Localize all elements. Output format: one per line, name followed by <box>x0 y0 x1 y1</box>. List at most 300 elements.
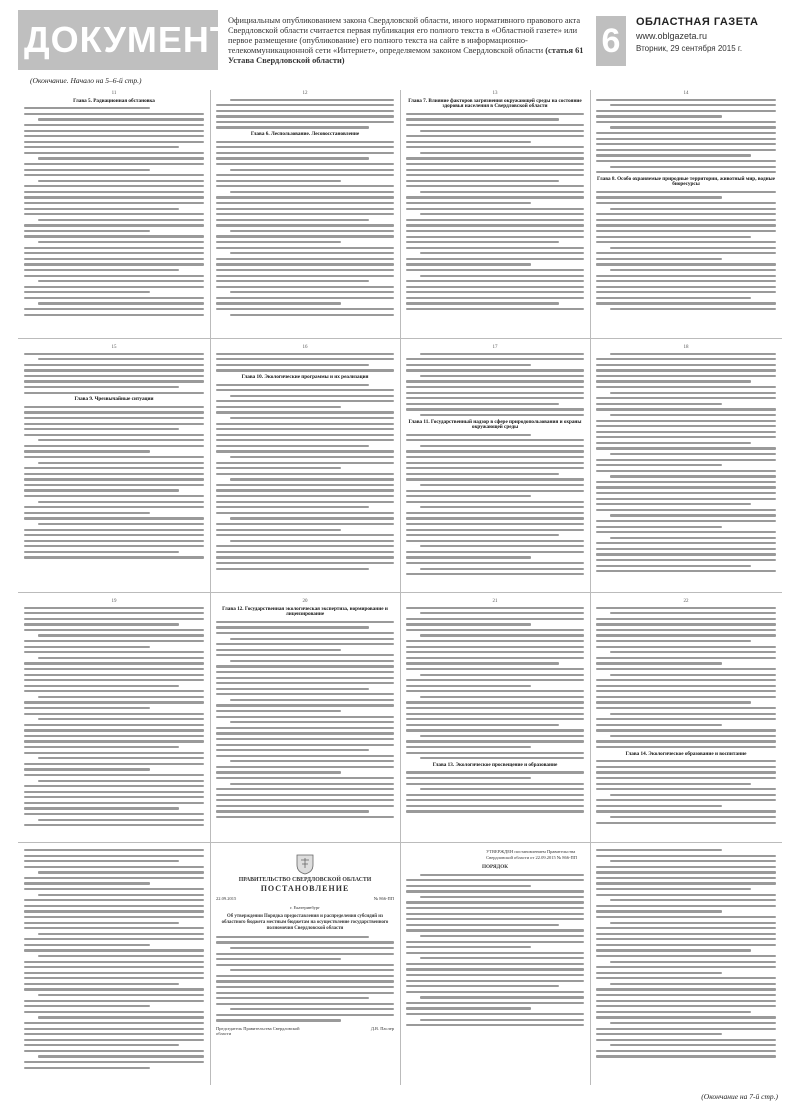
text-line <box>406 269 584 271</box>
text-line <box>596 202 776 204</box>
text-line <box>216 529 341 531</box>
text-line <box>596 977 776 979</box>
text-line <box>406 771 584 773</box>
text-line <box>24 752 204 754</box>
text-line <box>596 949 751 951</box>
text-line <box>406 230 584 232</box>
text-line <box>230 99 394 101</box>
text-line <box>38 780 204 782</box>
text-line <box>596 955 776 957</box>
text-line <box>216 389 394 391</box>
text-line <box>596 447 776 449</box>
text-line <box>216 941 394 943</box>
publication-notice <box>228 16 588 66</box>
text-line <box>406 991 584 993</box>
text-line <box>406 718 584 720</box>
text-line <box>24 235 204 237</box>
text-line <box>596 1000 776 1002</box>
text-line <box>216 400 394 402</box>
text-line <box>24 966 204 968</box>
text-line <box>406 1024 584 1026</box>
column-divider <box>590 90 591 1085</box>
text-line <box>216 473 394 475</box>
text-line <box>406 662 559 664</box>
body-text <box>216 936 394 1022</box>
text-line <box>596 275 776 277</box>
text-line <box>610 674 776 676</box>
text-line <box>596 607 776 609</box>
text-line <box>24 275 204 277</box>
text-line <box>596 171 776 173</box>
text-line <box>420 252 584 254</box>
text-line <box>406 263 531 265</box>
text-line <box>406 918 584 920</box>
text-line <box>406 185 584 187</box>
text-line <box>24 988 204 990</box>
text-line <box>610 794 776 796</box>
text-column-24 <box>592 846 780 1088</box>
text-column-12 <box>212 88 398 336</box>
text-line <box>24 353 204 355</box>
text-line <box>216 512 394 514</box>
text-line <box>596 486 776 488</box>
text-line <box>24 124 204 126</box>
text-line <box>596 927 776 929</box>
text-column-16 <box>212 342 398 590</box>
text-line <box>610 453 776 455</box>
text-line <box>38 180 204 182</box>
text-line <box>216 738 394 740</box>
text-line <box>610 612 776 614</box>
text-line <box>24 196 204 198</box>
text-line <box>420 612 584 614</box>
text-line <box>596 623 776 625</box>
text-line <box>420 896 584 898</box>
text-line <box>24 406 204 408</box>
text-line <box>420 935 584 937</box>
text-line <box>406 890 584 892</box>
text-line <box>24 746 179 748</box>
text-line <box>216 241 341 243</box>
text-line <box>216 235 394 237</box>
text-line <box>216 744 394 746</box>
text-line <box>406 124 584 126</box>
text-line <box>24 291 150 293</box>
text-line <box>406 512 584 514</box>
column-page-number: 20 <box>302 599 308 604</box>
text-line <box>216 462 394 464</box>
text-line <box>24 629 204 631</box>
text-line <box>420 634 584 636</box>
body-text <box>406 434 584 576</box>
column-page-number: 16 <box>302 345 308 350</box>
column-page-number: 18 <box>683 345 689 350</box>
text-line <box>596 219 776 221</box>
text-line <box>24 713 204 715</box>
text-line <box>406 941 584 943</box>
text-line <box>610 308 776 310</box>
text-line <box>24 146 179 148</box>
text-line <box>38 955 204 957</box>
text-line <box>596 724 722 726</box>
text-line <box>216 1019 341 1021</box>
text-line <box>216 788 394 790</box>
text-line <box>24 1028 204 1030</box>
text-line <box>596 375 776 377</box>
text-line <box>216 104 394 106</box>
text-line <box>230 783 394 785</box>
text-line <box>406 879 584 881</box>
text-line <box>610 208 776 210</box>
text-line <box>216 428 394 430</box>
text-line <box>24 286 204 288</box>
text-line <box>406 439 584 441</box>
text-line <box>420 152 584 154</box>
text-line <box>24 224 204 226</box>
chapter-heading: Глава 14. Экологическое образование и воспитание <box>625 750 747 757</box>
text-line <box>596 972 722 974</box>
text-line <box>216 196 394 198</box>
text-line <box>216 766 394 768</box>
text-line <box>596 280 776 282</box>
continued-from-note: (Окончание. Начало на 5–6-й стр.) <box>30 76 142 85</box>
text-line <box>216 643 394 645</box>
text-line <box>24 308 204 310</box>
text-line <box>420 213 584 215</box>
text-line <box>24 269 179 271</box>
text-line <box>596 894 776 896</box>
text-line <box>216 501 394 503</box>
text-line <box>24 1000 204 1002</box>
text-line <box>406 113 584 115</box>
text-line <box>596 263 776 265</box>
text-line <box>24 169 150 171</box>
text-line <box>216 997 369 999</box>
body-text <box>24 406 204 559</box>
text-line <box>406 174 584 176</box>
text-line <box>24 1011 204 1013</box>
text-line <box>610 983 776 985</box>
text-line <box>24 807 179 809</box>
text-line <box>216 439 394 441</box>
text-line <box>24 740 204 742</box>
text-line <box>596 431 776 433</box>
text-line <box>596 988 776 990</box>
text-line <box>38 634 204 636</box>
text-line <box>216 671 394 673</box>
text-line <box>406 885 531 887</box>
text-line <box>24 927 204 929</box>
text-line <box>24 916 204 918</box>
text-line <box>38 358 204 360</box>
text-line <box>38 894 204 896</box>
text-line <box>216 732 394 734</box>
text-line <box>216 224 394 226</box>
text-line <box>406 968 584 970</box>
text-line <box>216 727 394 729</box>
text-line <box>596 364 776 366</box>
text-line <box>24 534 204 536</box>
text-line <box>230 721 394 723</box>
text-line <box>406 657 584 659</box>
text-line <box>216 992 394 994</box>
text-line <box>24 877 204 879</box>
text-line <box>596 1050 776 1052</box>
text-line <box>38 718 204 720</box>
text-line <box>406 974 584 976</box>
text-line <box>230 252 394 254</box>
text-column-15 <box>20 342 208 590</box>
text-line <box>24 785 204 787</box>
text-line <box>596 657 776 659</box>
text-line <box>230 395 394 397</box>
text-line <box>406 358 584 360</box>
text-line <box>406 685 531 687</box>
text-line <box>596 160 776 162</box>
text-line <box>420 674 584 676</box>
text-line <box>406 495 531 497</box>
text-line <box>596 492 776 494</box>
text-line <box>406 810 584 812</box>
text-line <box>406 141 531 143</box>
text-line <box>596 668 776 670</box>
text-line <box>24 369 204 371</box>
text-line <box>24 646 150 648</box>
text-line <box>24 685 179 687</box>
text-line <box>216 953 394 955</box>
website-link[interactable]: www.oblgazeta.ru <box>636 31 708 41</box>
text-line <box>24 450 150 452</box>
text-line <box>420 191 584 193</box>
text-line <box>596 1016 776 1018</box>
body-text <box>596 607 776 749</box>
text-line <box>406 551 584 553</box>
text-column-19 <box>20 596 208 840</box>
text-line <box>420 414 584 416</box>
text-line <box>24 662 204 664</box>
text-line <box>596 777 776 779</box>
text-line <box>610 414 776 416</box>
order-title: ПОРЯДОК <box>481 864 509 870</box>
text-line <box>216 146 394 148</box>
text-line <box>406 805 584 807</box>
text-line <box>38 241 204 243</box>
text-line <box>406 963 584 965</box>
text-line <box>596 470 776 472</box>
text-line <box>24 456 204 458</box>
text-line <box>596 403 722 405</box>
body-text <box>406 607 584 760</box>
text-line <box>596 905 776 907</box>
text-line <box>216 275 394 277</box>
text-line <box>216 1003 394 1005</box>
text-line <box>610 713 776 715</box>
text-line <box>216 185 394 187</box>
text-line <box>596 766 776 768</box>
text-line <box>420 735 584 737</box>
text-line <box>610 651 776 653</box>
text-line <box>596 679 776 681</box>
text-line <box>24 824 204 826</box>
text-line <box>596 408 776 410</box>
text-line <box>596 358 776 360</box>
text-line <box>596 783 751 785</box>
body-text <box>596 353 776 573</box>
text-line <box>406 523 584 525</box>
text-line <box>610 126 776 128</box>
text-line <box>24 729 204 731</box>
text-line <box>230 230 394 232</box>
text-line <box>406 929 584 931</box>
text-line <box>24 910 204 912</box>
text-line <box>406 380 584 382</box>
text-line <box>596 810 776 812</box>
text-line <box>406 224 584 226</box>
text-line <box>24 551 179 553</box>
text-line <box>216 794 394 796</box>
text-line <box>596 805 722 807</box>
text-line <box>24 888 204 890</box>
text-line <box>596 464 722 466</box>
text-line <box>24 768 150 770</box>
text-line <box>596 110 776 112</box>
text-line <box>216 980 394 982</box>
text-line <box>230 540 394 542</box>
text-line <box>24 297 204 299</box>
text-line <box>596 291 776 293</box>
text-line <box>596 696 776 698</box>
text-line <box>406 241 559 243</box>
text-line <box>24 489 179 491</box>
text-line <box>406 490 584 492</box>
text-line <box>216 369 394 371</box>
column-page-number: 12 <box>302 91 308 96</box>
text-line <box>216 423 394 425</box>
text-line <box>230 1008 394 1010</box>
text-line <box>420 696 584 698</box>
text-line <box>216 450 394 452</box>
text-line <box>24 247 204 249</box>
text-line <box>596 729 776 731</box>
body-text <box>596 760 776 824</box>
text-line <box>216 986 394 988</box>
text-line <box>596 994 776 996</box>
text-line <box>610 353 776 355</box>
text-column-22 <box>592 596 780 840</box>
text-line <box>610 475 776 477</box>
text-line <box>420 545 584 547</box>
text-line <box>596 548 776 550</box>
text-line <box>596 224 776 226</box>
text-line <box>24 141 204 143</box>
text-line <box>24 364 204 366</box>
text-line <box>24 972 204 974</box>
text-line <box>24 467 204 469</box>
text-line <box>406 777 531 779</box>
text-line <box>216 302 341 304</box>
text-line <box>406 623 531 625</box>
text-line <box>406 169 584 171</box>
text-line <box>406 118 559 120</box>
text-line <box>38 302 204 304</box>
text-line <box>216 677 394 679</box>
text-line <box>406 901 584 903</box>
text-line <box>406 286 584 288</box>
masthead <box>18 10 782 70</box>
text-line <box>24 130 204 132</box>
text-line <box>24 1039 204 1041</box>
decree-meta <box>216 896 394 902</box>
text-column-17 <box>402 342 588 590</box>
text-line <box>24 983 179 985</box>
column-divider <box>400 90 401 1085</box>
text-line <box>24 512 150 514</box>
text-line <box>406 701 584 703</box>
text-line <box>216 110 394 112</box>
text-line <box>406 297 584 299</box>
text-line <box>230 699 394 701</box>
text-line <box>596 520 776 522</box>
body-text <box>406 874 584 1027</box>
column-page-number: 21 <box>492 599 498 604</box>
text-line <box>596 436 776 438</box>
text-line <box>406 258 584 260</box>
text-line <box>596 115 722 117</box>
page-number: 6 <box>596 16 626 66</box>
text-line <box>596 849 722 851</box>
text-line <box>24 314 204 316</box>
publication-notice-text: Официальным опубликованием закона Свердловской области, иного нормативного правового акта Свердловской области считается первая публикация его полного текста в «Областной газете» или первое размещение (опубликование) его полного текста на сайте в информационно-телекоммуникационной сети «Интернет», определяемом законом Свердловской области <box>228 16 581 55</box>
text-line <box>420 757 584 759</box>
text-line <box>406 562 584 564</box>
text-line <box>596 420 776 422</box>
text-line <box>406 707 584 709</box>
text-line <box>216 568 369 570</box>
text-line <box>406 135 584 137</box>
text-line <box>596 640 751 642</box>
text-line <box>610 514 776 516</box>
text-line <box>420 506 584 508</box>
text-line <box>596 1055 776 1057</box>
text-line <box>230 314 394 316</box>
text-line <box>216 115 394 117</box>
text-line <box>38 118 204 120</box>
text-line <box>406 291 584 293</box>
text-line <box>406 517 584 519</box>
text-line <box>216 749 369 751</box>
text-line <box>406 799 584 801</box>
text-line <box>406 386 584 388</box>
text-line <box>216 551 394 553</box>
text-line <box>24 949 204 951</box>
text-line <box>24 1067 150 1069</box>
text-line <box>24 556 204 558</box>
text-line <box>24 107 150 109</box>
text-line <box>610 104 776 106</box>
text-line <box>596 369 776 371</box>
text-line <box>230 191 394 193</box>
chapter-heading: Глава 13. Экологическое просвещение и образование <box>432 761 558 768</box>
text-line <box>406 913 584 915</box>
text-line <box>596 1033 722 1035</box>
text-line <box>216 163 394 165</box>
text-line <box>406 196 584 198</box>
text-line <box>596 634 776 636</box>
text-line <box>230 969 394 971</box>
text-line <box>24 618 204 620</box>
body-text <box>596 191 776 310</box>
chapter-heading: Глава 10. Экологические программы и их реализация <box>241 373 369 380</box>
